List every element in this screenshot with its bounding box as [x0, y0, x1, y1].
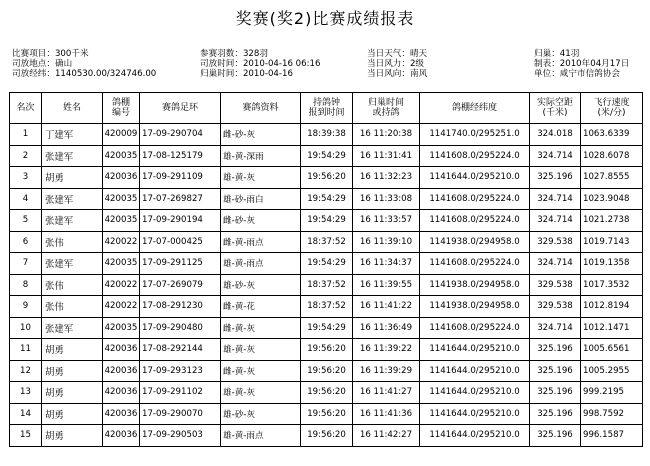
info-entries: 参赛羽数：328羽	[200, 49, 268, 59]
table-row	[10, 317, 643, 339]
header-clock-time: 持鸽钟 报到时间	[301, 93, 353, 124]
cell-speed: 1023.9048	[581, 188, 643, 210]
cell-distance: 329.538	[530, 296, 581, 318]
cell-ring: 17-07-269827	[140, 188, 221, 210]
cell-coords: 1141644.0/295210.0	[420, 382, 530, 404]
cell-bird-info: 雄-黄-深雨	[221, 145, 301, 167]
cell-ring: 17-09-290194	[140, 210, 221, 232]
cell-ring: 17-09-293123	[140, 360, 221, 382]
table-body	[10, 124, 643, 447]
info-release-coords: 司放经纬：1140530.00/324746.00	[12, 69, 157, 79]
cell-clock-time: 19:54:29	[301, 317, 353, 339]
cell-return-time: 16 11:20:38	[353, 124, 420, 146]
cell-name: 张建军	[42, 253, 103, 275]
cell-bird-info: 雄-砂-灰	[221, 274, 301, 296]
cell-name: 张建军	[42, 188, 103, 210]
cell-ring: 17-09-291125	[140, 253, 221, 275]
cell-coords: 1141938.0/294958.0	[420, 231, 530, 253]
cell-distance: 325.196	[530, 167, 581, 189]
table-row	[10, 253, 643, 275]
info-returned-count: 归巢：41羽	[534, 49, 580, 59]
cell-speed: 1019.1358	[581, 253, 643, 275]
cell-bird-info: 雄-砂-雨白	[221, 188, 301, 210]
race-info	[12, 49, 642, 89]
cell-loft-id: 420035	[103, 253, 140, 275]
info-race-item: 比赛项目：300千米	[12, 49, 89, 59]
cell-coords: 1141608.0/295224.0	[420, 253, 530, 275]
cell-clock-time: 18:37:52	[301, 231, 353, 253]
cell-loft-id: 420035	[103, 317, 140, 339]
cell-ring: 17-07-000425	[140, 231, 221, 253]
cell-ring: 17-08-125179	[140, 145, 221, 167]
cell-loft-id: 420035	[103, 188, 140, 210]
cell-name: 张伟	[42, 274, 103, 296]
cell-clock-time: 19:56:20	[301, 425, 353, 447]
header-coords: 鸽棚经纬度	[420, 93, 530, 124]
cell-distance: 329.538	[530, 274, 581, 296]
cell-return-time: 16 11:32:23	[353, 167, 420, 189]
cell-rank: 13	[10, 382, 42, 404]
header-speed: 飞行速度 (米/分)	[581, 93, 643, 124]
cell-return-time: 16 11:31:41	[353, 145, 420, 167]
cell-name: 张建军	[42, 145, 103, 167]
cell-clock-time: 19:54:29	[301, 210, 353, 232]
header-bird-info: 赛鸽资料	[221, 93, 301, 124]
cell-return-time: 16 11:36:49	[353, 317, 420, 339]
cell-loft-id: 420036	[103, 339, 140, 361]
cell-clock-time: 19:56:20	[301, 403, 353, 425]
cell-name: 胡勇	[42, 382, 103, 404]
cell-clock-time: 19:56:20	[301, 382, 353, 404]
table-header-row	[10, 93, 643, 124]
cell-bird-info: 雌-砂-灰	[221, 210, 301, 232]
cell-speed: 1012.8194	[581, 296, 643, 318]
cell-bird-info: 雌-黄-花	[221, 296, 301, 318]
cell-return-time: 16 11:39:22	[353, 339, 420, 361]
cell-loft-id: 420036	[103, 167, 140, 189]
cell-return-time: 16 11:41:27	[353, 382, 420, 404]
cell-name: 胡勇	[42, 425, 103, 447]
results-table	[9, 92, 643, 447]
cell-bird-info: 雌-砂-灰	[221, 124, 301, 146]
cell-return-time: 16 11:33:57	[353, 210, 420, 232]
cell-rank: 7	[10, 253, 42, 275]
table-row	[10, 403, 643, 425]
cell-clock-time: 19:54:29	[301, 253, 353, 275]
cell-speed: 1005.2955	[581, 360, 643, 382]
report-title: 奖赛(奖2)比赛成绩报表	[235, 9, 415, 28]
cell-bird-info: 雄-黄-灰	[221, 382, 301, 404]
cell-rank: 9	[10, 296, 42, 318]
info-release-place: 司放地点：确山	[12, 59, 73, 69]
cell-rank: 2	[10, 145, 42, 167]
cell-distance: 325.196	[530, 425, 581, 447]
cell-rank: 4	[10, 188, 42, 210]
info-wind-direction: 当日风向：南风	[367, 69, 428, 79]
cell-coords: 1141608.0/295224.0	[420, 317, 530, 339]
header-name: 姓名	[42, 93, 103, 124]
cell-speed: 1027.8555	[581, 167, 643, 189]
cell-ring: 17-08-291230	[140, 296, 221, 318]
info-report-date: 制表：2010年04月17日	[534, 59, 630, 69]
cell-loft-id: 420036	[103, 425, 140, 447]
header-return-time: 归巢时间 或持鸽	[353, 93, 420, 124]
header-distance: 实际空距 (千米)	[530, 93, 581, 124]
cell-rank: 8	[10, 274, 42, 296]
cell-bird-info: 雌-黄-灰	[221, 317, 301, 339]
cell-distance: 324.714	[530, 253, 581, 275]
table-row	[10, 231, 643, 253]
cell-clock-time: 19:54:29	[301, 145, 353, 167]
cell-coords: 1141608.0/295224.0	[420, 145, 530, 167]
cell-rank: 12	[10, 360, 42, 382]
cell-name: 张伟	[42, 296, 103, 318]
cell-bird-info: 雄-砂-灰	[221, 403, 301, 425]
table-row	[10, 360, 643, 382]
cell-bird-info: 雌-黄-灰	[221, 360, 301, 382]
cell-return-time: 16 11:39:55	[353, 274, 420, 296]
cell-speed: 996.1587	[581, 425, 643, 447]
info-col-weather	[367, 49, 427, 79]
cell-ring: 17-09-291109	[140, 167, 221, 189]
cell-loft-id: 420009	[103, 124, 140, 146]
header-ring: 赛鸽足环	[140, 93, 221, 124]
info-organization: 单位：咸宁市信鸽协会	[534, 69, 620, 79]
cell-bird-info: 雄-黄-雨点	[221, 253, 301, 275]
cell-coords: 1141644.0/295210.0	[420, 167, 530, 189]
info-release-time: 司放时间：2010-04-16 06:16	[200, 59, 321, 69]
cell-clock-time: 18:37:52	[301, 296, 353, 318]
table-row	[10, 425, 643, 447]
cell-return-time: 16 11:39:10	[353, 231, 420, 253]
cell-coords: 1141644.0/295210.0	[420, 360, 530, 382]
cell-coords: 1141740.0/295251.0	[420, 124, 530, 146]
info-col-race	[12, 49, 156, 79]
cell-rank: 10	[10, 317, 42, 339]
cell-ring: 17-09-290503	[140, 425, 221, 447]
table-row	[10, 124, 643, 146]
cell-loft-id: 420022	[103, 231, 140, 253]
cell-return-time: 16 11:34:37	[353, 253, 420, 275]
cell-ring: 17-07-269079	[140, 274, 221, 296]
cell-speed: 1019.7143	[581, 231, 643, 253]
cell-coords: 1141644.0/295210.0	[420, 339, 530, 361]
cell-name: 张建军	[42, 210, 103, 232]
cell-distance: 324.714	[530, 188, 581, 210]
info-weather: 当日天气：晴天	[367, 49, 428, 59]
cell-distance: 325.196	[530, 403, 581, 425]
cell-loft-id: 420022	[103, 274, 140, 296]
cell-loft-id: 420036	[103, 403, 140, 425]
table-row	[10, 274, 643, 296]
cell-coords: 1141938.0/294958.0	[420, 296, 530, 318]
table-row	[10, 296, 643, 318]
cell-loft-id: 420036	[103, 360, 140, 382]
table-row	[10, 145, 643, 167]
cell-ring: 17-08-292144	[140, 339, 221, 361]
cell-clock-time: 19:56:20	[301, 360, 353, 382]
cell-distance: 324.714	[530, 210, 581, 232]
cell-rank: 5	[10, 210, 42, 232]
header-rank: 名次	[10, 93, 42, 124]
cell-loft-id: 420036	[103, 382, 140, 404]
info-col-meta	[534, 49, 629, 79]
cell-distance: 324.714	[530, 145, 581, 167]
cell-coords: 1141608.0/295224.0	[420, 188, 530, 210]
cell-clock-time: 18:39:38	[301, 124, 353, 146]
cell-rank: 15	[10, 425, 42, 447]
cell-distance: 325.196	[530, 339, 581, 361]
cell-speed: 1005.6561	[581, 339, 643, 361]
cell-clock-time: 18:37:52	[301, 274, 353, 296]
cell-rank: 6	[10, 231, 42, 253]
cell-name: 张建军	[42, 317, 103, 339]
cell-speed: 1028.6078	[581, 145, 643, 167]
table-row	[10, 210, 643, 232]
cell-distance: 325.196	[530, 360, 581, 382]
cell-distance: 324.018	[530, 124, 581, 146]
info-wind-force: 当日风力：2级	[367, 59, 425, 69]
cell-speed: 1017.3532	[581, 274, 643, 296]
header-loft-id: 鸽棚 编号	[103, 93, 140, 124]
table-row	[10, 382, 643, 404]
cell-ring: 17-09-290070	[140, 403, 221, 425]
table-row	[10, 188, 643, 210]
cell-return-time: 16 11:42:27	[353, 425, 420, 447]
cell-bird-info: 雄-黄-灰	[221, 167, 301, 189]
cell-loft-id: 420022	[103, 296, 140, 318]
cell-clock-time: 19:54:29	[301, 188, 353, 210]
cell-speed: 999.2195	[581, 382, 643, 404]
cell-rank: 1	[10, 124, 42, 146]
cell-distance: 324.714	[530, 317, 581, 339]
cell-name: 胡勇	[42, 339, 103, 361]
cell-ring: 17-09-291102	[140, 382, 221, 404]
cell-loft-id: 420035	[103, 210, 140, 232]
cell-speed: 998.7592	[581, 403, 643, 425]
info-col-time	[200, 49, 320, 79]
cell-rank: 11	[10, 339, 42, 361]
cell-bird-info: 雄-黄-灰	[221, 339, 301, 361]
cell-rank: 3	[10, 167, 42, 189]
cell-name: 张伟	[42, 231, 103, 253]
table-row	[10, 339, 643, 361]
cell-clock-time: 19:56:20	[301, 167, 353, 189]
cell-return-time: 16 11:39:29	[353, 360, 420, 382]
info-return-time: 归巢时间：2010-04-16	[200, 69, 293, 79]
cell-bird-info: 雄-黄-雨点	[221, 425, 301, 447]
cell-name: 胡勇	[42, 360, 103, 382]
cell-speed: 1021.2738	[581, 210, 643, 232]
cell-clock-time: 19:56:20	[301, 339, 353, 361]
cell-return-time: 16 11:41:36	[353, 403, 420, 425]
cell-distance: 329.538	[530, 231, 581, 253]
cell-speed: 1012.1471	[581, 317, 643, 339]
cell-name: 胡勇	[42, 167, 103, 189]
cell-coords: 1141608.0/295224.0	[420, 210, 530, 232]
cell-distance: 325.196	[530, 382, 581, 404]
cell-coords: 1141644.0/295210.0	[420, 425, 530, 447]
table-row	[10, 167, 643, 189]
cell-ring: 17-09-290704	[140, 124, 221, 146]
cell-coords: 1141644.0/295210.0	[420, 403, 530, 425]
cell-bird-info: 雌-黄-雨点	[221, 231, 301, 253]
cell-name: 胡勇	[42, 403, 103, 425]
cell-rank: 14	[10, 403, 42, 425]
cell-ring: 17-09-290480	[140, 317, 221, 339]
cell-name: 丁建军	[42, 124, 103, 146]
cell-coords: 1141938.0/294958.0	[420, 274, 530, 296]
cell-speed: 1063.6339	[581, 124, 643, 146]
watermark	[445, 448, 645, 466]
cell-return-time: 16 11:41:22	[353, 296, 420, 318]
cell-return-time: 16 11:33:08	[353, 188, 420, 210]
cell-loft-id: 420035	[103, 145, 140, 167]
